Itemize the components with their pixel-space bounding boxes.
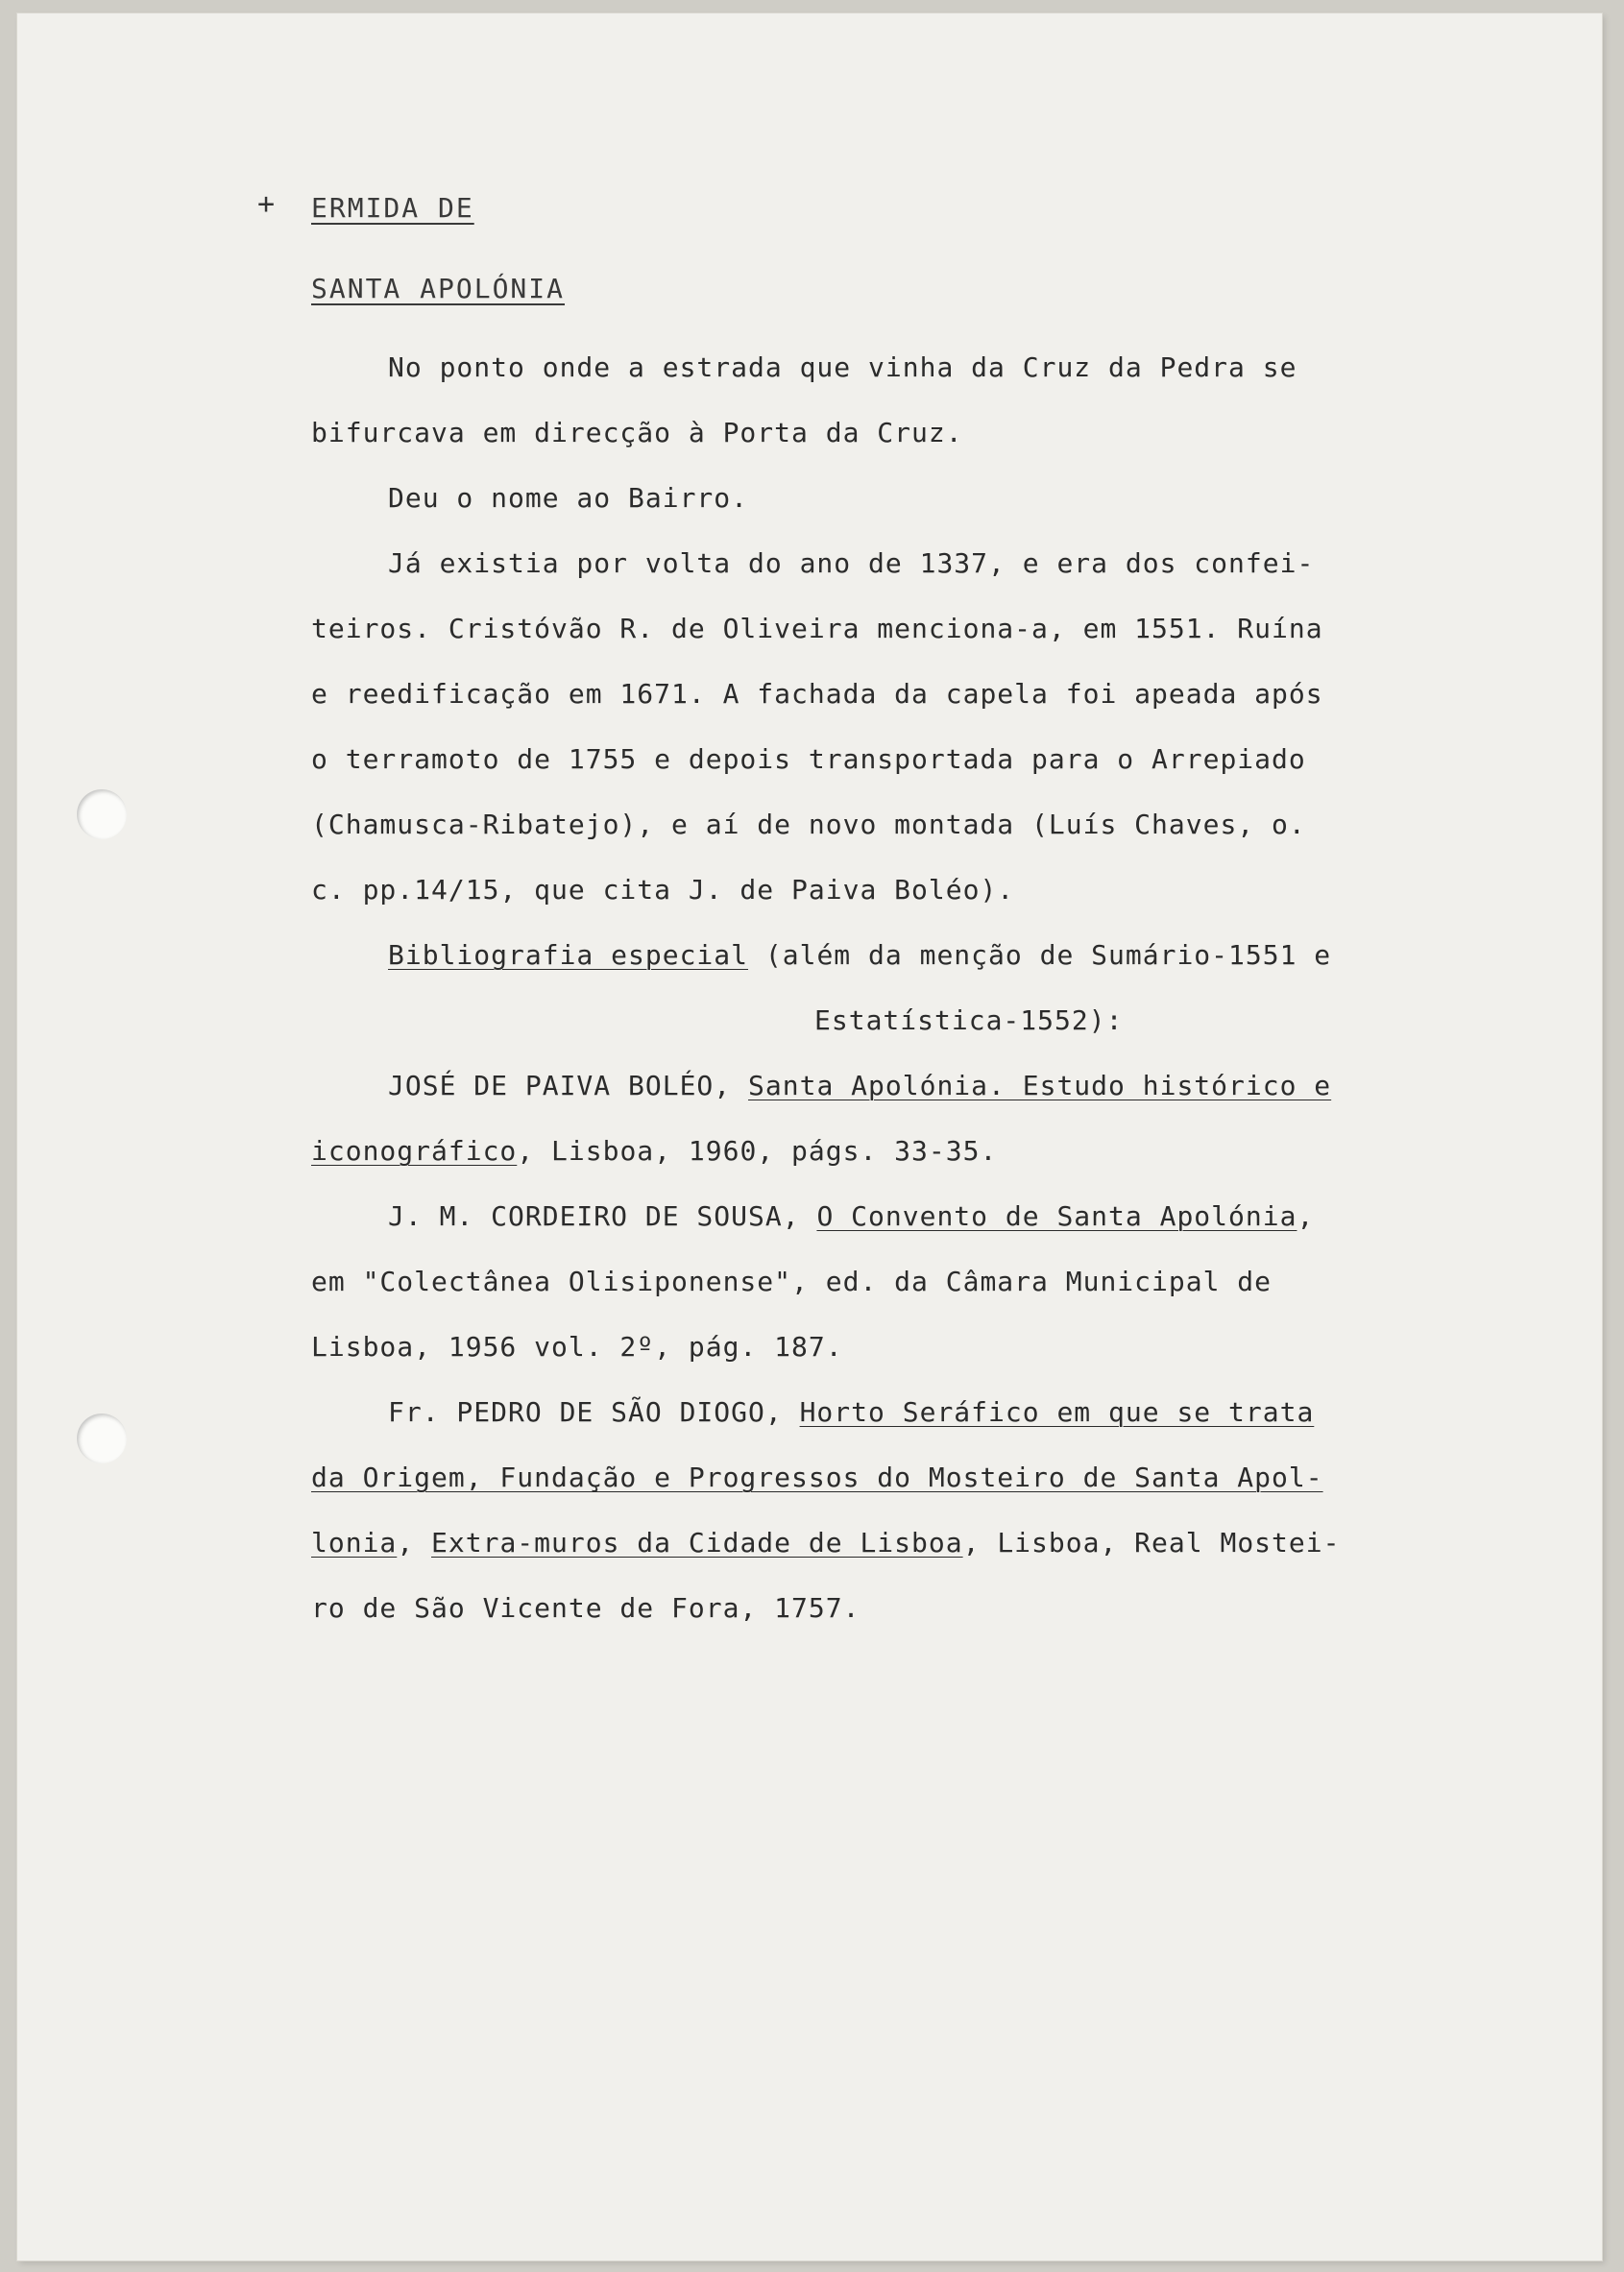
paragraph-1-line-2: bifurcava em direcção à Porta da Cruz.	[311, 417, 963, 448]
reference-1-details: , Lisboa, 1960, págs. 33-35.	[517, 1135, 998, 1167]
reference-3-line-4: ro de São Vicente de Fora, 1757.	[311, 1592, 860, 1624]
bibliography-label-line	[388, 939, 1331, 972]
paragraph-3-line-2: teiros. Cristóvão R. de Oliveira menciona-a, em 1551. Ruína	[311, 613, 1323, 644]
reference-1-author: JOSÉ DE PAIVA BOLÉO,	[388, 1070, 749, 1101]
reference-3-title-part-1: Horto Seráfico em que se trata	[799, 1396, 1315, 1428]
punch-hole-bottom	[77, 1414, 127, 1463]
paragraph-3-line-4: o terramoto de 1755 e depois transportada para o Arrepiado	[311, 743, 1306, 775]
reference-3-line-2	[311, 1462, 1323, 1494]
reference-2-line-1	[388, 1200, 1314, 1233]
reference-1-title-part-1: Santa Apolónia. Estudo histórico e	[748, 1070, 1332, 1101]
paragraph-3-line-1: Já existia por volta do ano de 1337, e era dos confei-	[388, 547, 1315, 579]
reference-3-subtitle: Extra-muros da Cidade de Lisboa	[431, 1527, 963, 1559]
paragraph-3-line-6: c. pp.14/15, que cita J. de Paiva Boléo).	[311, 874, 1015, 906]
paragraph-3-line-5: (Chamusca-Ribatejo), e aí de novo montada (Luís Chaves, o.	[311, 809, 1306, 840]
paragraph-1-line-1: No ponto onde a estrada que vinha da Cruz da Pedra se	[388, 351, 1297, 383]
cross-marker: +	[257, 187, 276, 221]
reference-3-title-part-3: lonia	[311, 1527, 398, 1559]
reference-2-comma: ,	[1297, 1200, 1315, 1232]
reference-1-line-2	[311, 1135, 997, 1168]
reference-3-author: Fr. PEDRO DE SÃO DIOGO,	[388, 1396, 800, 1428]
punch-hole-top	[77, 789, 127, 839]
heading-line-1: ERMIDA DE	[311, 192, 474, 224]
bibliography-label-line-2: Estatística-1552):	[814, 1004, 1124, 1036]
reference-1-line-1	[388, 1070, 1331, 1102]
reference-2-line-3: Lisboa, 1956 vol. 2º, pág. 187.	[311, 1331, 843, 1363]
reference-3-title-part-2: da Origem, Fundação e Progressos do Mosteiro de Santa Apol-	[311, 1462, 1323, 1493]
reference-2-line-2: em "Colectânea Olisiponense", ed. da Câmara Municipal de	[311, 1266, 1273, 1297]
reference-3-line-3	[311, 1527, 1340, 1559]
heading-line-2: SANTA APOLÓNIA	[311, 273, 566, 304]
paragraph-3-line-3: e reedificação em 1671. A fachada da capela foi apeada após	[311, 678, 1323, 710]
reference-3-separator: ,	[397, 1527, 432, 1559]
reference-3-publisher: , Lisboa, Real Mostei-	[962, 1527, 1341, 1559]
bibliography-label: Bibliografia especial	[388, 939, 749, 971]
reference-1-title-part-2: iconográfico	[311, 1135, 518, 1167]
reference-2-author: J. M. CORDEIRO DE SOUSA,	[388, 1200, 817, 1232]
bibliography-label-rest: (além da menção de Sumário-1551 e	[748, 939, 1332, 971]
document-page	[17, 13, 1602, 2260]
paragraph-2-line-1: Deu o nome ao Bairro.	[388, 482, 749, 514]
reference-3-line-1	[388, 1396, 1314, 1429]
reference-2-title: O Convento de Santa Apolónia	[816, 1200, 1297, 1232]
